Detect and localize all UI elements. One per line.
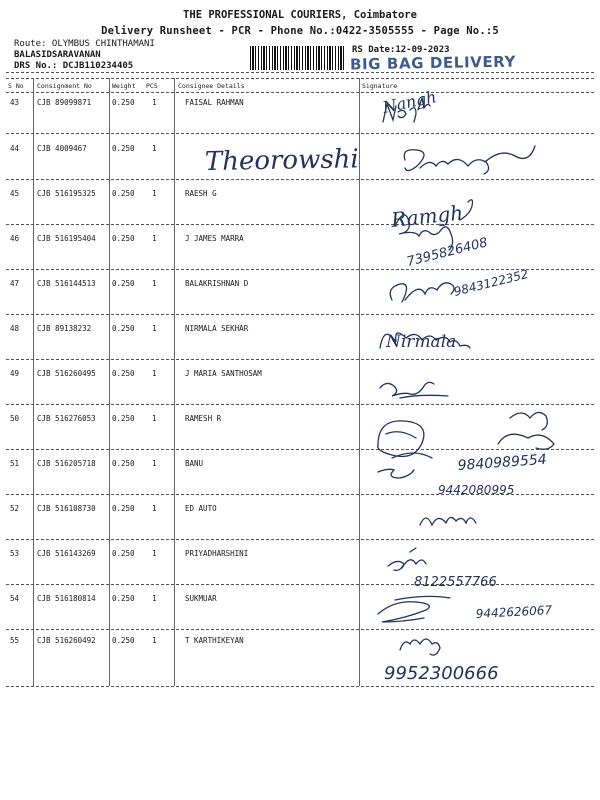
handwritten-phone-row55: 9952300666 — [384, 663, 499, 684]
sno-cell: 53 — [10, 549, 20, 558]
weight-cell: 0.250 — [112, 504, 135, 513]
col-signature: Signature — [362, 82, 398, 90]
weight-cell: 0.250 — [112, 636, 135, 645]
sno-cell: 45 — [10, 189, 20, 198]
handwritten-consignee-row44: Theorowshi — [204, 144, 359, 177]
table-bottom-border — [6, 686, 594, 687]
signature-mark — [404, 146, 535, 174]
consignment-cell: CJB 516195404 — [37, 234, 96, 243]
weight-cell: 0.250 — [112, 414, 135, 423]
signature-mark — [383, 98, 430, 122]
signature-mark — [378, 596, 450, 622]
consignee-cell: PRIYADHARSHINI — [185, 549, 249, 558]
weight-cell: 0.250 — [112, 369, 135, 378]
sno-cell: 43 — [10, 98, 20, 107]
weight-cell: 0.250 — [112, 98, 135, 107]
sno-cell: 47 — [10, 279, 20, 288]
pcs-cell: 1 — [152, 369, 157, 378]
header-divider — [6, 72, 594, 73]
handwritten-signature-row48: Nirmala — [386, 332, 457, 352]
pcs-cell: 1 — [152, 504, 157, 513]
consignment-cell: CJB 89099871 — [37, 98, 92, 107]
column-divider — [174, 78, 175, 686]
consignment-cell: CJB 4009467 — [37, 144, 87, 153]
signature-mark — [380, 382, 448, 398]
handwritten-phone-row51: 9442080995 — [438, 483, 515, 497]
consignee-cell: RAESH G — [185, 189, 217, 198]
consignment-cell: CJB 516143269 — [37, 549, 96, 558]
signature-mark — [420, 517, 476, 525]
col-consignee: Consignee Details — [178, 82, 245, 90]
column-divider — [359, 78, 360, 686]
pcs-cell: 1 — [152, 549, 157, 558]
weight-cell: 0.250 — [112, 279, 135, 288]
consignee-cell: J MARIA SANTHOSAM — [185, 369, 262, 378]
consignment-cell: CJB 516108730 — [37, 504, 96, 513]
weight-cell: 0.250 — [112, 234, 135, 243]
sno-cell: 48 — [10, 324, 20, 333]
weight-cell: 0.250 — [112, 459, 135, 468]
handwritten-signature-row43: Nangh — [380, 87, 439, 117]
signature-mark — [388, 548, 426, 570]
pcs-cell: 1 — [152, 144, 157, 153]
handwritten-phone-row46: 7395826408 — [405, 235, 490, 270]
consignee-cell: J JAMES MARRA — [185, 234, 244, 243]
consignee-cell: ED AUTO — [185, 504, 217, 513]
pcs-cell: 1 — [152, 459, 157, 468]
weight-cell: 0.250 — [112, 144, 135, 153]
signature-mark — [378, 421, 432, 458]
pcs-cell: 1 — [152, 98, 157, 107]
sno-cell: 44 — [10, 144, 20, 153]
drs-number: DRS No.: DCJB110234405 — [14, 61, 134, 71]
row-divider — [6, 359, 594, 360]
sno-cell: 55 — [10, 636, 20, 645]
barcode-image — [250, 46, 346, 70]
col-pcs: PCS — [146, 82, 158, 90]
signature-mark — [380, 333, 470, 348]
staff-name: BALASIDSARAVANAN — [14, 50, 101, 60]
consignment-cell: CJB 516260492 — [37, 636, 96, 645]
consignee-cell: SUKMUAR — [185, 594, 217, 603]
signature-mark — [390, 283, 454, 302]
row-divider — [6, 494, 594, 495]
sno-cell: 49 — [10, 369, 20, 378]
consignment-cell: CJB 516180814 — [37, 594, 96, 603]
consignee-cell: FAISAL RAHMAN — [185, 98, 244, 107]
row-divider — [6, 539, 594, 540]
row-divider — [6, 404, 594, 405]
sno-cell: 46 — [10, 234, 20, 243]
consignee-cell: T KARTHIKEYAN — [185, 636, 244, 645]
row-divider — [6, 133, 594, 134]
consignee-cell: RAMESH R — [185, 414, 222, 423]
pcs-cell: 1 — [152, 279, 157, 288]
pcs-cell: 1 — [152, 324, 157, 333]
big-bag-delivery-stamp: BIG BAG DELIVERY — [349, 52, 517, 74]
handwritten-phone-row54: 9442626067 — [475, 603, 553, 621]
consignment-cell: CJB 516144513 — [37, 279, 96, 288]
col-consignment: Consignment No — [37, 82, 92, 90]
row-divider — [6, 584, 594, 585]
consignment-cell: CJB 516276053 — [37, 414, 96, 423]
consignee-cell: BANU — [185, 459, 204, 468]
weight-cell: 0.250 — [112, 189, 135, 198]
consignment-cell: CJB 516195325 — [37, 189, 96, 198]
consignment-cell: CJB 516260495 — [37, 369, 96, 378]
consignment-cell: CJB 516205718 — [37, 459, 96, 468]
weight-cell: 0.250 — [112, 324, 135, 333]
rs-date: RS Date:12-09-2023 — [352, 45, 450, 55]
route-label: Route: OLYMBUS CHINTHAMANI — [14, 39, 155, 49]
signature-mark — [400, 639, 440, 655]
sno-cell: 52 — [10, 504, 20, 513]
company-title: THE PROFESSIONAL COURIERS, Coimbatore — [183, 9, 417, 21]
row-divider — [6, 269, 594, 270]
signature-mark — [378, 469, 414, 478]
weight-cell: 0.250 — [112, 549, 135, 558]
pcs-cell: 1 — [152, 594, 157, 603]
handwritten-phone-row47: 9843122352 — [452, 266, 530, 299]
consignment-cell: CJB 89138232 — [37, 324, 92, 333]
sno-cell: 51 — [10, 459, 20, 468]
handwritten-names — [205, 87, 465, 352]
handwritten-phone-row50: 9840989554 — [457, 451, 548, 474]
sno-cell: 54 — [10, 594, 20, 603]
column-divider — [33, 78, 34, 686]
header-bottom-border — [6, 92, 594, 93]
runsheet-title: Delivery Runsheet - PCR - Phone No.:0422-3505555 - Page No.:5 — [101, 25, 499, 37]
pcs-cell: 1 — [152, 234, 157, 243]
handwritten-signature-row45: Ramgh — [390, 200, 465, 232]
consignee-cell: NIRMALA SEKHAR — [185, 324, 249, 333]
column-divider — [109, 78, 110, 686]
weight-cell: 0.250 — [112, 594, 135, 603]
table-top-border — [6, 78, 594, 79]
signature-mark — [498, 412, 554, 449]
pcs-cell: 1 — [152, 414, 157, 423]
row-divider — [6, 179, 594, 180]
row-divider — [6, 314, 594, 315]
pcs-cell: 1 — [152, 189, 157, 198]
consignee-cell: BALAKRISHNAN D — [185, 279, 249, 288]
row-divider — [6, 224, 594, 225]
col-sno: S No — [8, 82, 24, 90]
sno-cell: 50 — [10, 414, 20, 423]
row-divider — [6, 629, 594, 630]
handwritten-phone-row53: 8122557766 — [414, 575, 497, 590]
handwritten-phone-numbers — [384, 235, 553, 684]
col-weight: Weight — [112, 82, 136, 90]
pcs-cell: 1 — [152, 636, 157, 645]
row-divider — [6, 449, 594, 450]
